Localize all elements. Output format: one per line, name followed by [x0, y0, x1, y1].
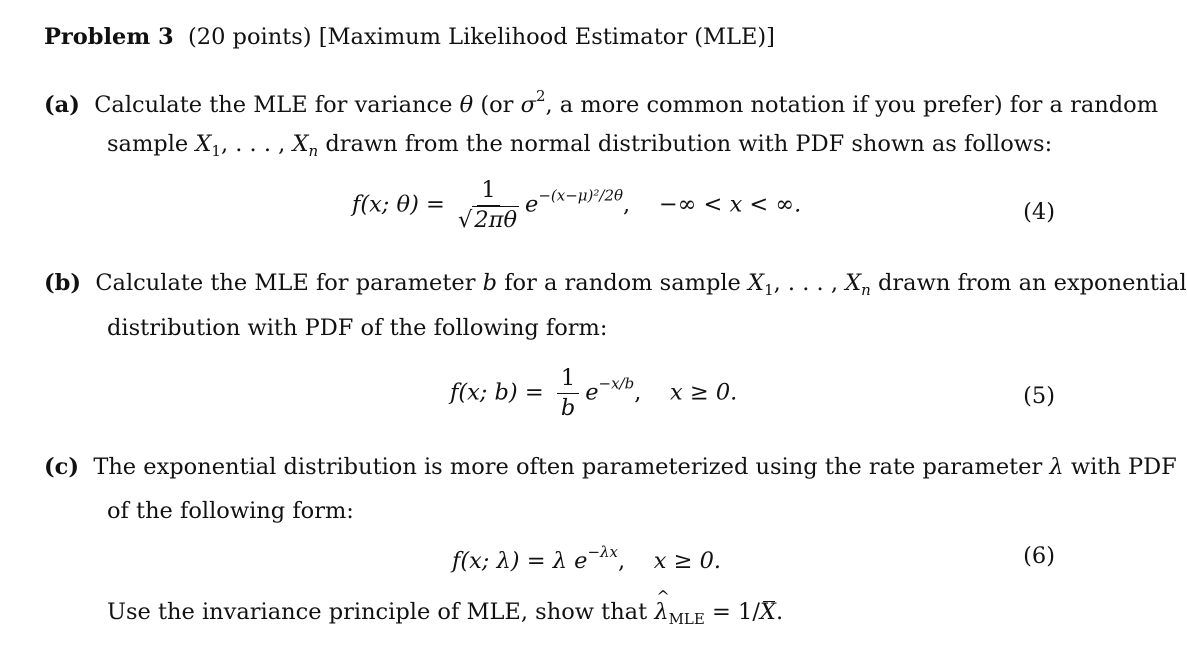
part-a-sample: sample	[107, 131, 189, 157]
x-bar: X	[759, 599, 776, 625]
x1-var: X	[195, 131, 212, 157]
eq5-numerator: 1	[557, 366, 579, 394]
problem-heading	[44, 26, 775, 49]
part-c-invariance-text: Use the invariance principle of MLE, show that	[107, 599, 648, 625]
eq4-range: −∞ < x < ∞.	[658, 191, 802, 218]
part-b-line-1: (b) Calculate the MLE for parameter b for a random sample $X_1$, . . . , $X_n$ drawn from an exponential	[44, 270, 1187, 299]
eq6-lhs: f(x; λ) = λ e	[452, 548, 588, 574]
part-b-text-mid: for a random sample	[504, 270, 741, 296]
part-c-line-2: of the following form:	[107, 498, 354, 524]
part-b-text: Calculate the MLE for parameter	[95, 270, 476, 296]
lambda-hat: ^ λ	[654, 601, 668, 624]
part-a-text-cont: , a more common notation if you prefer) for a random	[545, 92, 1159, 118]
part-a-line-1: (a) Calculate the MLE for variance θ (or $\sigma^2$, a more common notation if you prefer) for a random	[44, 87, 1159, 118]
eq4-numerator: 1	[477, 178, 499, 206]
equation-number-5: (5)	[1023, 383, 1055, 409]
problem-topic: [Maximum Likelihood Estimator (MLE)]	[318, 24, 775, 50]
part-c-text: The exponential distribution is more often parameterized using the rate parameter	[93, 454, 1043, 480]
part-a-text: Calculate the MLE for variance	[94, 92, 453, 118]
dots: , . . . ,	[220, 131, 286, 157]
equation-number-4: (4)	[1023, 199, 1055, 225]
part-c-line-3	[107, 601, 783, 627]
sigma-symbol: σ	[520, 92, 536, 118]
x1-sub: 1	[211, 142, 221, 160]
eq4-lhs: f(x; θ) =	[352, 191, 445, 218]
part-b-line-2: distribution with PDF of the following form:	[107, 315, 608, 341]
theta-symbol: θ	[459, 92, 474, 118]
part-a-line-2: sample $X_1$, . . . , $X_n$ drawn from the normal distribution with PDF shown as follows:	[107, 131, 1053, 160]
part-b-label: (b)	[44, 270, 82, 296]
problem-label: Problem 3	[44, 24, 174, 50]
eq5-range: x ≥ 0.	[669, 379, 738, 406]
part-c-text-end: with PDF	[1070, 454, 1177, 480]
eq4-denominator: 2πθ	[474, 206, 518, 233]
eq6-exponent: −λx	[587, 543, 618, 561]
problem-points: (20 points)	[187, 24, 312, 50]
eq5-fraction	[557, 366, 579, 421]
eq5-exponent: −x/b	[598, 374, 635, 393]
b-symbol: b	[482, 270, 498, 296]
part-a-text-2: drawn from the normal distribution with PDF shown as follows:	[325, 131, 1053, 157]
equation-4: f(x; θ) = $\frac{1}{√2\pi\theta}$ $e^{-(x-\mu)^2/2\theta}$, −∞ < x < ∞.	[352, 177, 802, 233]
eq4-exponent: −(x−μ)²/2θ	[538, 186, 624, 205]
equation-number-6: (6)	[1023, 543, 1055, 569]
part-a-or: (or	[480, 92, 514, 118]
part-c-line-1	[44, 456, 1177, 479]
xn-sub: n	[308, 142, 319, 160]
eq4-fraction: $\frac{1}{√2\pi\theta}$	[458, 177, 518, 233]
equation-5: f(x; b) = $\frac{1}{b}$ $e^{-x/b}$, x ≥ 0.	[450, 365, 738, 421]
equals-one-over: = 1/	[712, 599, 760, 625]
part-b-text-end: drawn from an exponential	[878, 270, 1187, 296]
equation-6: f(x; λ) = λ $e^{-\lambda x}$, x ≥ 0.	[452, 543, 722, 574]
eq5-lhs: f(x; b) =	[450, 379, 544, 406]
period: .	[775, 599, 784, 625]
mle-sub: MLE	[668, 610, 705, 628]
part-c-label: (c)	[44, 454, 79, 480]
lambda-symbol: λ	[1049, 454, 1064, 480]
eq6-range: x ≥ 0.	[653, 548, 722, 574]
part-a-label: (a)	[44, 92, 80, 118]
eq5-denominator: b	[560, 394, 576, 421]
